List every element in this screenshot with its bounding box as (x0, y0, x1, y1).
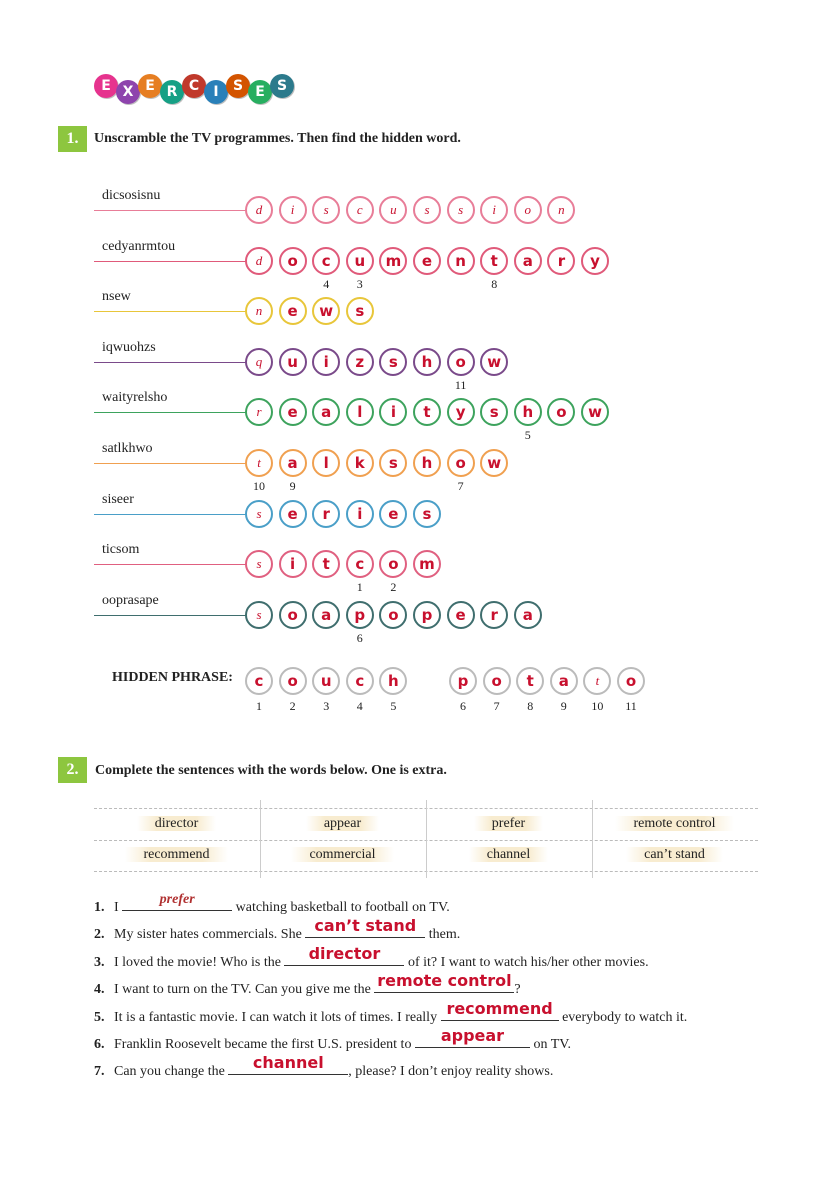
clue-underline (94, 615, 246, 616)
clue-underline (94, 564, 246, 565)
logo-letter: E (138, 74, 162, 98)
exercise-1-number: 1. (58, 126, 87, 152)
letter-bubble: s (480, 398, 508, 426)
scrambled-clue: nsew (102, 289, 131, 305)
hidden-letter-number: 3 (323, 699, 330, 713)
letter-index-number: 10 (253, 479, 265, 493)
letter-bubble: a (312, 601, 340, 629)
letter-bubble: y (447, 398, 475, 426)
letter-bubble: t (312, 550, 340, 578)
letter-bubble: m (413, 550, 441, 578)
hidden-letter-number: 5 (390, 699, 397, 713)
sentence-text-before: I want to turn on the TV. Can you give me the (114, 982, 375, 998)
letter-bubble: c (312, 247, 340, 275)
word-director: director (94, 816, 259, 832)
sentence-number: 3. (94, 954, 105, 970)
letter-hint-bubble: s (312, 196, 340, 224)
letter-bubble: h (413, 449, 441, 477)
letter-bubble: o (447, 449, 475, 477)
hidden-letter-number: 2 (289, 699, 296, 713)
scrambled-clue: cedyanrmtou (102, 238, 176, 254)
hidden-letter-bubble: h (379, 667, 407, 695)
letter-hint-bubble: n (245, 297, 273, 325)
letter-bubble: a (279, 449, 307, 477)
sentence-item (94, 892, 450, 916)
sentence-text-after: on TV. (529, 1037, 572, 1052)
sentence-text-before: Franklin Roosevelt became the first U.S. president to (114, 1037, 415, 1052)
sentence-item (94, 943, 649, 971)
letter-hint-bubble: q (245, 348, 273, 376)
answer-text: can’t stand (314, 916, 417, 936)
letter-hint-bubble: i (480, 196, 508, 224)
letter-hint-bubble: s (245, 550, 273, 578)
scrambled-clue: iqwuohzs (102, 339, 156, 355)
sentence-text-after: ? (514, 982, 521, 998)
letter-bubble: k (346, 449, 374, 477)
hidden-letter-bubble: c (245, 667, 273, 695)
letter-hint-bubble: u (379, 196, 407, 224)
letter-bubble: o (379, 550, 407, 578)
letter-bubble: t (480, 247, 508, 275)
letter-bubble: o (547, 398, 575, 426)
sentence-text-before: My sister hates commercials. She (114, 927, 306, 943)
letter-bubble: c (346, 550, 374, 578)
exercise-2-number: 2. (58, 757, 87, 783)
letter-bubble: o (279, 247, 307, 275)
letter-index-number: 5 (524, 428, 531, 443)
letter-index-number: 11 (454, 377, 467, 392)
hidden-letter-number: 11 (625, 699, 637, 713)
letter-index-number: 4 (323, 276, 330, 291)
hidden-letter-number: 8 (527, 699, 534, 713)
scrambled-clue: siseer (102, 491, 134, 507)
sentence-number: 5. (94, 1009, 105, 1025)
logo-letter: X (116, 80, 140, 104)
clue-underline (94, 514, 246, 515)
letter-bubble: i (312, 348, 340, 376)
answer-text: remote control (377, 971, 512, 991)
answer-text: director (308, 943, 381, 963)
clue-underline (94, 362, 246, 363)
letter-bubble: r (480, 601, 508, 629)
sentence-item (94, 1053, 554, 1080)
sentence-item (94, 916, 461, 943)
letter-bubble: y (581, 247, 609, 275)
hidden-letter-number: 6 (460, 699, 466, 713)
logo-letter: E (94, 74, 118, 98)
letter-index-number: 9 (289, 479, 296, 493)
letter-bubble: e (379, 500, 407, 528)
clue-underline (94, 463, 246, 464)
letter-index-number: 7 (457, 479, 464, 493)
sentence-text-before: Can you change the (114, 1064, 229, 1080)
clue-underline (94, 261, 246, 262)
logo-letter: I (204, 80, 228, 104)
letter-bubble: w (581, 398, 609, 426)
letter-bubble: s (413, 500, 441, 528)
scrambled-clue: dicsosisnu (102, 188, 161, 203)
letter-bubble: r (312, 500, 340, 528)
sentence-text-after: , please? I don’t enjoy reality shows. (348, 1064, 554, 1080)
letter-index-number: 6 (356, 630, 363, 645)
letter-hint-bubble: s (245, 500, 273, 528)
word-prefer: prefer (426, 816, 591, 832)
word-remote-control: remote control (592, 816, 757, 832)
letter-bubble: e (447, 601, 475, 629)
answer-blank[interactable] (441, 998, 559, 1021)
letter-hint-bubble: d (245, 247, 273, 275)
letter-bubble: a (514, 247, 542, 275)
letter-bubble: o (379, 601, 407, 629)
letter-hint-bubble: s (245, 601, 273, 629)
clue-underline (94, 210, 246, 211)
logo-letter: S (270, 74, 294, 98)
word-cant-stand: can’t stand (592, 847, 757, 863)
letter-bubble: a (514, 601, 542, 629)
letter-bubble: i (346, 500, 374, 528)
hidden-letter-bubble: a (550, 667, 578, 695)
letter-bubble: o (279, 601, 307, 629)
letter-index-number: 8 (491, 276, 498, 291)
hidden-letter-number: 4 (356, 699, 363, 713)
answer-text: prefer (159, 892, 195, 907)
clue-underline (94, 311, 246, 312)
hidden-letter-bubble: o (483, 667, 511, 695)
letter-bubble: a (312, 398, 340, 426)
sentence-text-after: everybody to watch it. (558, 1009, 688, 1025)
hidden-letter-number: 10 (591, 699, 604, 713)
letter-bubble: p (413, 601, 441, 629)
letter-hint-bubble: n (547, 196, 575, 224)
letter-bubble: m (379, 247, 407, 275)
letter-bubble: e (279, 500, 307, 528)
letter-hint-bubble: s (413, 196, 441, 224)
hidden-letter-bubble: o (279, 667, 307, 695)
letter-hint-bubble: o (514, 196, 542, 224)
letter-bubble: u (346, 247, 374, 275)
letter-hint-bubble: s (447, 196, 475, 224)
letter-bubble: l (312, 449, 340, 477)
hidden-letter-bubble: u (312, 667, 340, 695)
letter-hint-bubble: d (245, 196, 273, 224)
letter-bubble: s (379, 348, 407, 376)
letter-hint-bubble: i (279, 196, 307, 224)
sentence-item (94, 971, 521, 998)
logo-letter: S (226, 74, 250, 98)
hidden-phrase-label: HIDDEN PHRASE: (112, 670, 233, 685)
scrambled-clue: waityrelsho (102, 390, 168, 406)
letter-bubble: s (379, 449, 407, 477)
answer-text: recommend (446, 998, 553, 1018)
hidden-letter-bubble: c (346, 667, 374, 695)
clue-underline (94, 412, 246, 413)
scrambled-clue: ticsom (102, 542, 140, 558)
answer-blank[interactable] (228, 1053, 348, 1075)
letter-bubble: h (413, 348, 441, 376)
letter-hint-bubble: c (346, 196, 374, 224)
answer-blank[interactable] (284, 943, 404, 966)
letter-bubble: e (279, 398, 307, 426)
word-recommend: recommend (94, 847, 259, 863)
letter-bubble: w (480, 449, 508, 477)
letter-bubble: o (447, 348, 475, 376)
sentence-text-after: them. (425, 927, 461, 943)
exercise-1-title: Unscramble the TV programmes. Then find the hidden word. (94, 131, 461, 146)
letter-bubble: p (346, 601, 374, 629)
answer-blank[interactable] (305, 916, 425, 938)
letter-hint-bubble: r (245, 398, 273, 426)
sentence-text-before: I loved the movie! Who is the (114, 954, 285, 970)
letter-bubble: l (346, 398, 374, 426)
letter-bubble: e (279, 297, 307, 325)
sentence-number: 1. (94, 900, 105, 915)
sentence-text-before: It is a fantastic movie. I can watch it lots of times. I really (114, 1009, 441, 1025)
scrambled-clue: satlkhwo (102, 441, 153, 456)
letter-bubble: u (279, 348, 307, 376)
sentence-text-before: I (114, 900, 123, 915)
word-commercial: commercial (260, 847, 425, 863)
sentence-item (94, 1026, 572, 1053)
hidden-letter-number: 1 (256, 699, 262, 713)
letter-bubble: w (480, 348, 508, 376)
answer-text: channel (252, 1053, 324, 1073)
letter-bubble: r (547, 247, 575, 275)
hidden-letter-number: 9 (560, 699, 567, 713)
logo-letter: C (182, 74, 206, 98)
letter-bubble: w (312, 297, 340, 325)
sentence-number: 2. (94, 927, 105, 943)
sentence-text-after: watching basketball to football on TV. (232, 900, 450, 915)
word-channel: channel (426, 847, 591, 863)
exercise-2-title: Complete the sentences with the words below. One is extra. (95, 763, 447, 778)
logo-letter: E (248, 80, 272, 104)
hidden-letter-bubble: t (516, 667, 544, 695)
letter-hint-bubble: t (245, 449, 273, 477)
letter-index-number: 3 (356, 276, 363, 291)
sentence-number: 4. (94, 982, 105, 998)
hidden-letter-bubble: o (617, 667, 645, 695)
letter-bubble: z (346, 348, 374, 376)
hidden-letter-bubble: t (583, 667, 611, 695)
hidden-letter-number: 7 (493, 699, 500, 713)
letter-index-number: 2 (390, 580, 397, 595)
answer-text: appear (440, 1026, 505, 1045)
sentence-item (94, 998, 688, 1026)
letter-bubble: e (413, 247, 441, 275)
scrambled-clue: ooprasape (102, 592, 159, 608)
logo-letter: R (160, 80, 184, 104)
letter-index-number: 1 (356, 580, 363, 595)
letter-bubble: s (346, 297, 374, 325)
sentence-number: 6. (94, 1037, 105, 1052)
answer-blank[interactable] (374, 971, 514, 993)
word-appear: appear (260, 816, 425, 832)
letter-bubble: h (514, 398, 542, 426)
answer-blank[interactable] (122, 892, 232, 911)
letter-bubble: n (447, 247, 475, 275)
letter-bubble: i (379, 398, 407, 426)
letter-bubble: i (279, 550, 307, 578)
letter-bubble: t (413, 398, 441, 426)
sentence-text-after: of it? I want to watch his/her other movies. (404, 954, 649, 970)
sentence-number: 7. (94, 1064, 105, 1080)
hidden-letter-bubble: p (449, 667, 477, 695)
answer-blank[interactable] (415, 1026, 530, 1048)
